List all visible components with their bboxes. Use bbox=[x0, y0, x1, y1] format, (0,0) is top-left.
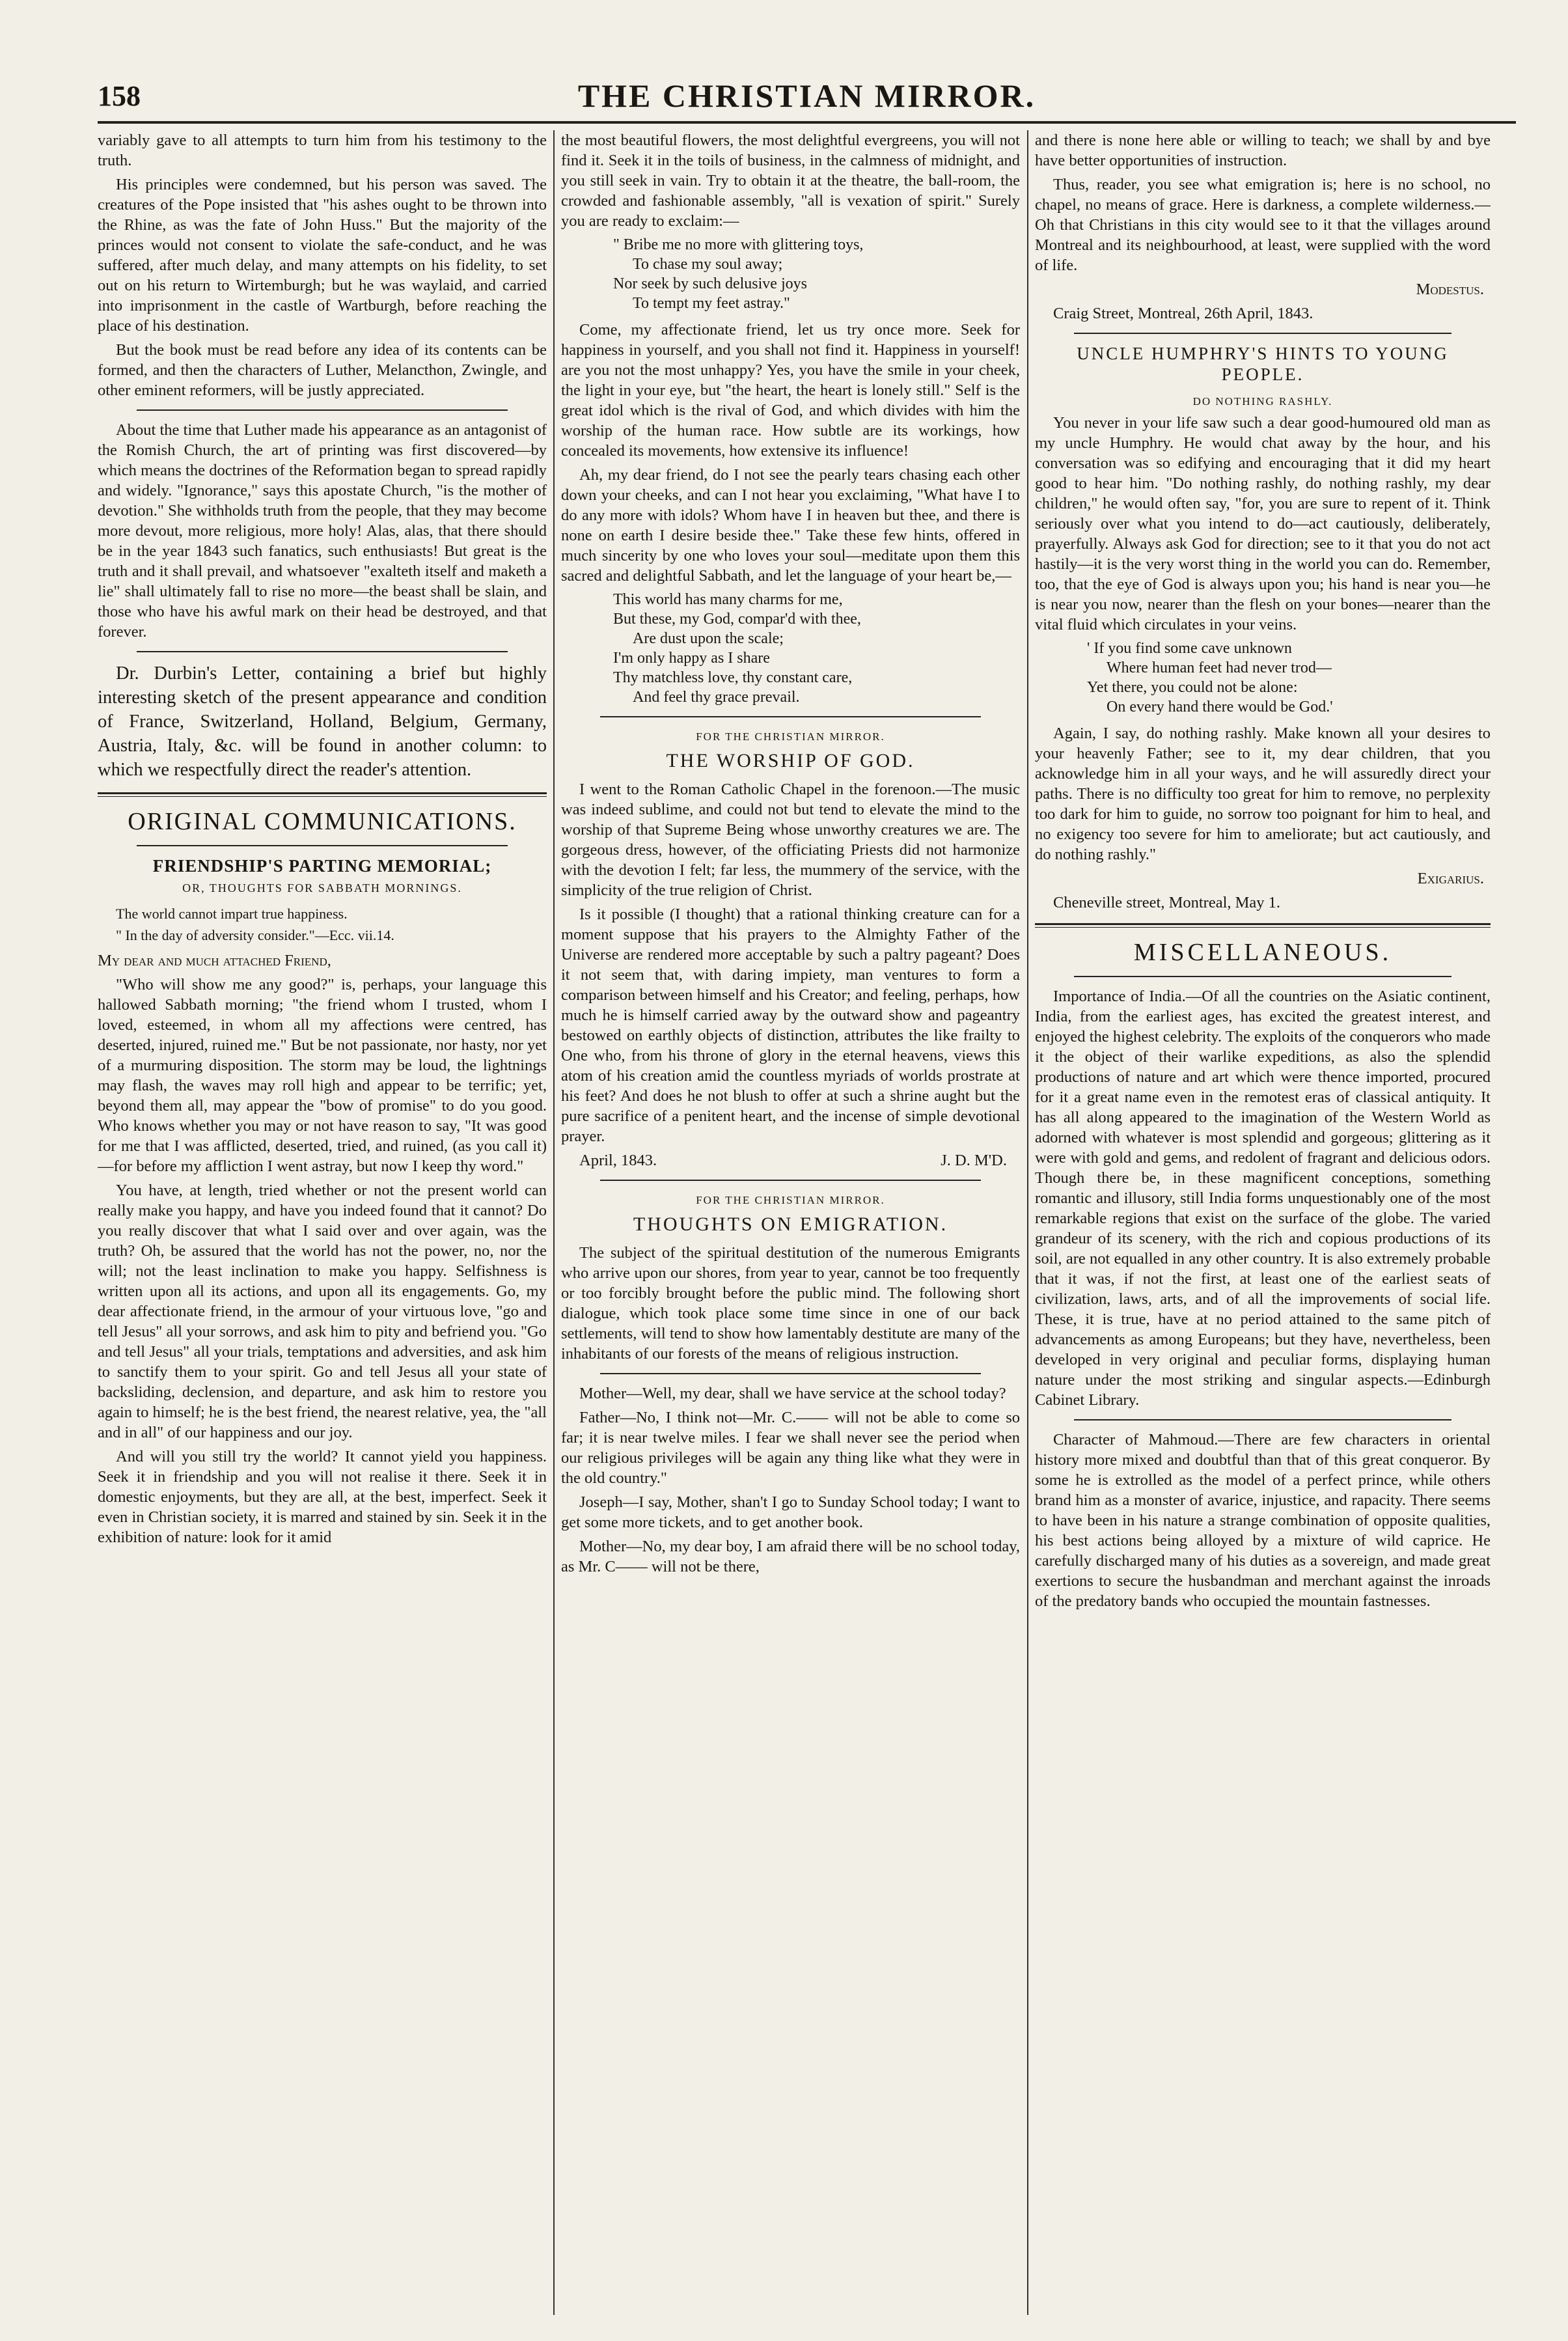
column-1 bbox=[98, 130, 547, 2315]
divider bbox=[1074, 333, 1451, 334]
dialogue-line: Mother—Well, my dear, shall we have service at the school today? bbox=[579, 1385, 1006, 1402]
verse-line: Yet there, you could not be alone: bbox=[1087, 679, 1298, 696]
verse-line: This world has many charms for me, bbox=[613, 591, 843, 608]
article-date: April, 1843. bbox=[579, 1152, 657, 1169]
paragraph: Thus, reader, you see what emigration is; here is no school, no chapel, no means of grace. Here is darkness, a complete wilderness.—Oh that Christians in this city would see to it that the villages around Montreal and its neighbourhood, at least, were supplied with the word of life. bbox=[1035, 176, 1491, 274]
divider bbox=[137, 845, 508, 846]
verse-line: Nor seek by such delusive joys bbox=[613, 275, 807, 292]
double-divider bbox=[1035, 923, 1491, 928]
editorial-notice: Dr. Durbin's Letter, containing a brief but highly interesting sketch of the present appearance and condition of France, Switzerland, Holland, Belgium, Germany, Austria, Italy, &c. will be found in another column: to which we respectfully direct the reader's attention. bbox=[98, 663, 547, 780]
article-subtitle: DO NOTHING RASHLY. bbox=[1192, 395, 1333, 408]
verse-line: To chase my soul away; bbox=[633, 256, 783, 273]
divider bbox=[1074, 976, 1451, 977]
paragraph: Is it possible (I thought) that a rational thinking creature can for a moment suppose that his prayers to the Almighty Father of the Universe are rendered more acceptable by such a paltry pageant? Does it not seem that, with daring impiety, man ventures to form a comparison between himself and his Creator; and feeling, perhaps, how much he is himself carried away by the outward show and pageantry bestowed on earthly objects of distinction, attributes the like frailty to One who, from his throne of glory in the eternal heavens, views this atom of his creation amid the countless myriads of worlds prostrate at his feet? And does he not blush to offer at such a shrine aught but the pure sacrifice of a penitent heart, and the incense of simple devotional prayer. bbox=[561, 906, 1020, 1145]
verse-line: Thy matchless love, thy constant care, bbox=[613, 669, 853, 686]
article-kicker: FOR THE CHRISTIAN MIRROR. bbox=[696, 1194, 885, 1206]
column-divider bbox=[1027, 130, 1028, 2315]
verse-line: Where human feet had never trod— bbox=[1107, 659, 1332, 676]
paragraph: "Who will show me any good?" is, perhaps, your language this hallowed Sabbath morning; "the friend whom I trusted, whom I loved, esteemed, in whom all my affections were centred, has deserted, injured, ruined me." But be not passionate, nor hasty, nor yet of a murmuring disposition. The storm may be loud, the lightnings may flash, the waves may roll high and appear to be terrific; yet, beyond them all, may appear the "bow of promise" to do you good. Who knows whether you may or not have reason to say, "It was good for me that I was afflicted, deserted, tried, and ruined, (as you call it)—for before my affliction I went astray, but now I keep thy word." bbox=[98, 976, 547, 1175]
verse bbox=[613, 590, 1020, 707]
section-heading: ORIGINAL COMMUNICATIONS. bbox=[128, 808, 517, 835]
author-signature: Modestus. bbox=[1416, 281, 1484, 298]
epigraph: The world cannot impart true happiness. bbox=[116, 906, 348, 922]
page-header bbox=[98, 77, 1516, 116]
author-signature: J. D. M'D. bbox=[941, 1152, 1007, 1169]
verse-line: And feel thy grace prevail. bbox=[633, 689, 800, 706]
paragraph: And will you still try the world? It cannot yield you happiness. Seek it in friendship and you will not realise it there. Seek it in domestic enjoyments, but they are all, at the best, imperfect. Seek it even in Christian society, it is marred and stained by sin. Seek it in the exhibition of nature: look for it amid bbox=[98, 1448, 547, 1546]
verse bbox=[1087, 639, 1491, 717]
divider bbox=[600, 1373, 981, 1374]
dialogue-line: Father—No, I think not—Mr. C.—— will not be able to come so far; it is near twelve miles. I fear we shall never see the period when our religious privileges will be again any thing like what they were in the old country." bbox=[561, 1409, 1020, 1487]
divider bbox=[137, 409, 508, 411]
paragraph: Ah, my dear friend, do I not see the pearly tears chasing each other down your cheeks, and can I not hear you exclaiming, "What have I to do any more with idols? Whom have I in heaven but thee, and there is none on earth I desire beside thee." Take these few hints, offered in much sincerity by one who loves your soul—meditate upon them this sacred and delightful Sabbath, and let the language of your heart be,— bbox=[561, 466, 1020, 585]
dateline: Cheneville street, Montreal, May 1. bbox=[1053, 894, 1281, 911]
article-kicker: FOR THE CHRISTIAN MIRROR. bbox=[696, 730, 885, 743]
verse-line: But these, my God, compar'd with thee, bbox=[613, 611, 861, 628]
divider bbox=[137, 651, 508, 652]
column-divider bbox=[553, 130, 555, 2315]
paragraph: Character of Mahmoud.—There are few characters in oriental history more mixed and doubtful than that of this great conqueror. By some he is extrolled as the model of a perfect prince, while others brand him as a monster of avarice, injustice, and rapacity. There seems to have been in his nature a strange combination of opposite qualities, his best actions being alloyed by a mixture of wild caprice. He carefully discharged many of his duties as a sovereign, and made great exertions to secure the husbandman and merchant against the inroads of the predatory bands who occupied the mountain fastnesses. bbox=[1035, 1431, 1491, 1610]
divider bbox=[600, 1180, 981, 1181]
masthead-title: THE CHRISTIAN MIRROR. bbox=[577, 77, 1036, 114]
section-heading: MISCELLANEOUS. bbox=[1133, 939, 1392, 966]
verse-line: Are dust upon the scale; bbox=[633, 630, 784, 647]
verse-line: I'm only happy as I share bbox=[613, 650, 770, 667]
column-3 bbox=[1035, 130, 1491, 2315]
paragraph: About the time that Luther made his appearance as an antagonist of the Romish Church, the art of printing was first discovered—by which means the doctrines of the Reformation began to spread rapidly and widely. "Ignorance," says this apostate Church, "is the mother of devotion." She withholds truth from the people, that they may become more devout, more religious, more holy! Alas, alas, that there should be in the year 1843 such fanatics, such enthusiasts! But great is the truth and it shall prevail, and whatsoever "exalteth itself and maketh a lie" shall ultimately fall to rise no more—the beast shall be slain, and those who have his awful mark on their head be destroyed, and that forever. bbox=[98, 421, 547, 641]
paragraph: Again, I say, do nothing rashly. Make known all your desires to your heavenly Father; see to it, my dear children, that you acknowledge him in all your ways, and he will assuredly direct your paths. There is no difficulty too great for him to remove, no perplexity too dark for him to guide, no sorrow too poignant for him to heal, and no exigency too severe for him to ameliorate; but act cautiously, and do nothing rashly." bbox=[1035, 725, 1491, 863]
verse bbox=[613, 235, 1020, 313]
verse-line: " Bribe me no more with glittering toys, bbox=[613, 236, 864, 253]
paragraph: Come, my affectionate friend, let us try once more. Seek for happiness in yourself, and you shall not find it. Happiness in yourself! are you not the most unhappy? Yes, you have the smile in your cheek, the light in your eye, but "the heart, the heart is lonely still." Self is the great idol which is the rival of God, and which divides with him the worship of the human race. How subtle are its workings, how concealed its movements, how extensive its influence! bbox=[561, 321, 1020, 460]
paragraph: The subject of the spiritual destitution of the numerous Emigrants who arrive upon our shores, from year to year, cannot be too frequently or too forcibly brought before the public mind. The following short dialogue, which took place some time since in one of our back settlements, will tend to show how lamentably destitute are many of the inhabitants of our forests of the means of religious instruction. bbox=[561, 1244, 1020, 1363]
dialogue-line: Mother—No, my dear boy, I am afraid there will be no school today, as Mr. C—— will not be there, bbox=[561, 1538, 1020, 1575]
paragraph: You have, at length, tried whether or not the present world can really make you happy, and have you indeed found that it cannot? Do you really discover that what I said over and over again, was the truth? Oh, be assured that the world has not the power, no, nor the will; not the least inclination to make you happy. Selfishness is written upon all its actions, and upon all its engagements. Go, my dear affectionate friend, in the armour of your virtuous love, "go and tell Jesus" all your sorrows, and ask him to pity and befriend you. "Go and tell Jesus" all your trials, temptations and adversities, and ask him to sanctify them to your spirit. Go and tell Jesus all your state of backsliding, declension, and departure, and ask him to restore you again to himself; he is the best friend, the nearest relative, yea, the "all and in all" of our happiness and our joy. bbox=[98, 1182, 547, 1441]
epigraph: " In the day of adversity consider."—Ecc. vii.14. bbox=[116, 927, 394, 943]
verse-line: To tempt my feet astray." bbox=[633, 295, 790, 312]
divider bbox=[1074, 1419, 1451, 1420]
paragraph: You never in your life saw such a dear good-humoured old man as my uncle Humphry. He would chat away by the hour, and his conversation was so edifying and encouraging that it did my heart good to hear him. "Do nothing rashly, do nothing rashly, my dear children," he would often say, "for, you are sure to repent of it. Think seriously over what you intend to do—act cautiously, deliberately, prayerfully. Always ask God for direction; see to it that you do not act hastily—it is the very worst thing in the world you can do. Remember, too, that the eye of God is always upon you; his hand is near you—he is near you now, nearer than the flesh on your bones—nearer than the vital fluid which circulates in your veins. bbox=[1035, 414, 1491, 633]
paragraph: I went to the Roman Catholic Chapel in the forenoon.—The music was indeed sublime, and could not but tend to elevate the mind to the worship of that Supreme Being whose unworthy creatures we are. The gorgeous dress, however, of the officiating Priests did not harmonize with the devotion I felt; far less, the mummery of the service, with the simplicity of the true religion of Christ. bbox=[561, 781, 1020, 899]
author-signature: Exigarius. bbox=[1417, 870, 1484, 887]
paragraph: the most beautiful flowers, the most delightful evergreens, you will not find it. Seek it in the toils of business, in the calmness of midnight, and you still seek in vain. Try to obtain it at the theatre, the ball-room, the crowded and fashionable assembly, "all is vexation of spirit." Surely you are ready to exclaim:— bbox=[561, 132, 1020, 230]
verse-line: ' If you find some cave unknown bbox=[1087, 640, 1292, 657]
paragraph: But the book must be read before any idea of its contents can be formed, and then the characters of Luther, Melancthon, Zwingle, and other eminent reformers, will be justly appreciated. bbox=[98, 341, 547, 399]
header-rule bbox=[98, 121, 1516, 124]
article-title: THE WORSHIP OF GOD. bbox=[666, 750, 915, 771]
article-title: FRIENDSHIP'S PARTING MEMORIAL; bbox=[152, 856, 492, 876]
paragraph: and there is none here able or willing to teach; we shall by and bye have better opportunities of instruction. bbox=[1035, 132, 1491, 169]
paragraph: His principles were condemned, but his person was saved. The creatures of the Pope insisted that "his ashes ought to be thrown into the Rhine, as was the fate of John Huss." But the majority of the princes would not consent to violate the safe-conduct, and he was suffered, after much delay, and many attempts on his fidelity, to set out on his return to Wirtemburgh; but he was waylaid, and carried into imprisonment in the castle of Wartburgh, before reaching the place of his destination. bbox=[98, 176, 547, 335]
dialogue-line: Joseph—I say, Mother, shan't I go to Sunday School today; I want to get some more tickets, and to get another book. bbox=[561, 1493, 1020, 1531]
salutation: My dear and much attached Friend, bbox=[98, 952, 331, 969]
signoff bbox=[579, 1150, 1020, 1170]
page-number: 158 bbox=[98, 80, 141, 112]
double-divider bbox=[98, 792, 547, 797]
divider bbox=[600, 716, 981, 717]
column-2 bbox=[561, 130, 1020, 2315]
paragraph: variably gave to all attempts to turn him from his testimony to the truth. bbox=[98, 132, 547, 169]
paragraph: Importance of India.—Of all the countries on the Asiatic continent, India, from the earliest ages, has excited the greatest interest, and enjoyed the highest celebrity. The exploits of the conquerors who made it the object of their warlike expeditions, as also the splendid productions of nature and art which were thence imported, procured for it a great name even in the remotest eras of classical antiquity. It has all along appeared to the imagination of the Western World as adorned with whatever is most splendid and gorgeous; glittering as it were with gold and gems, and redolent of fragrant and delicious odors. Though there be, in these magnificent conceptions, something romantic and illusory, still India forms unquestionably one of the most remarkable regions that exist on the surface of the globe. The varied grandeur of its scenery, with the rich and copious productions of its soil, are not equalled in any other country. It is also extremely probable that it was, if not the first, at least one of the earliest seats of civilization, laws, arts, and of all the improvements of social life. These, it is true, have at no period attained to the same pitch of advancements as among Europeans; but they have, nevertheless, been developed in very original and peculiar forms, displaying human nature under the most striking and singular aspects.—Edinburgh Cabinet Library. bbox=[1035, 988, 1491, 1409]
article-subtitle: OR, THOUGHTS FOR SABBATH MORNINGS. bbox=[182, 881, 462, 894]
verse-line: On every hand there would be God.' bbox=[1107, 699, 1333, 715]
article-title: UNCLE HUMPHRY'S HINTS TO YOUNG PEOPLE. bbox=[1077, 344, 1449, 384]
dateline: Craig Street, Montreal, 26th April, 1843. bbox=[1053, 305, 1314, 322]
article-title: THOUGHTS ON EMIGRATION. bbox=[633, 1213, 948, 1235]
